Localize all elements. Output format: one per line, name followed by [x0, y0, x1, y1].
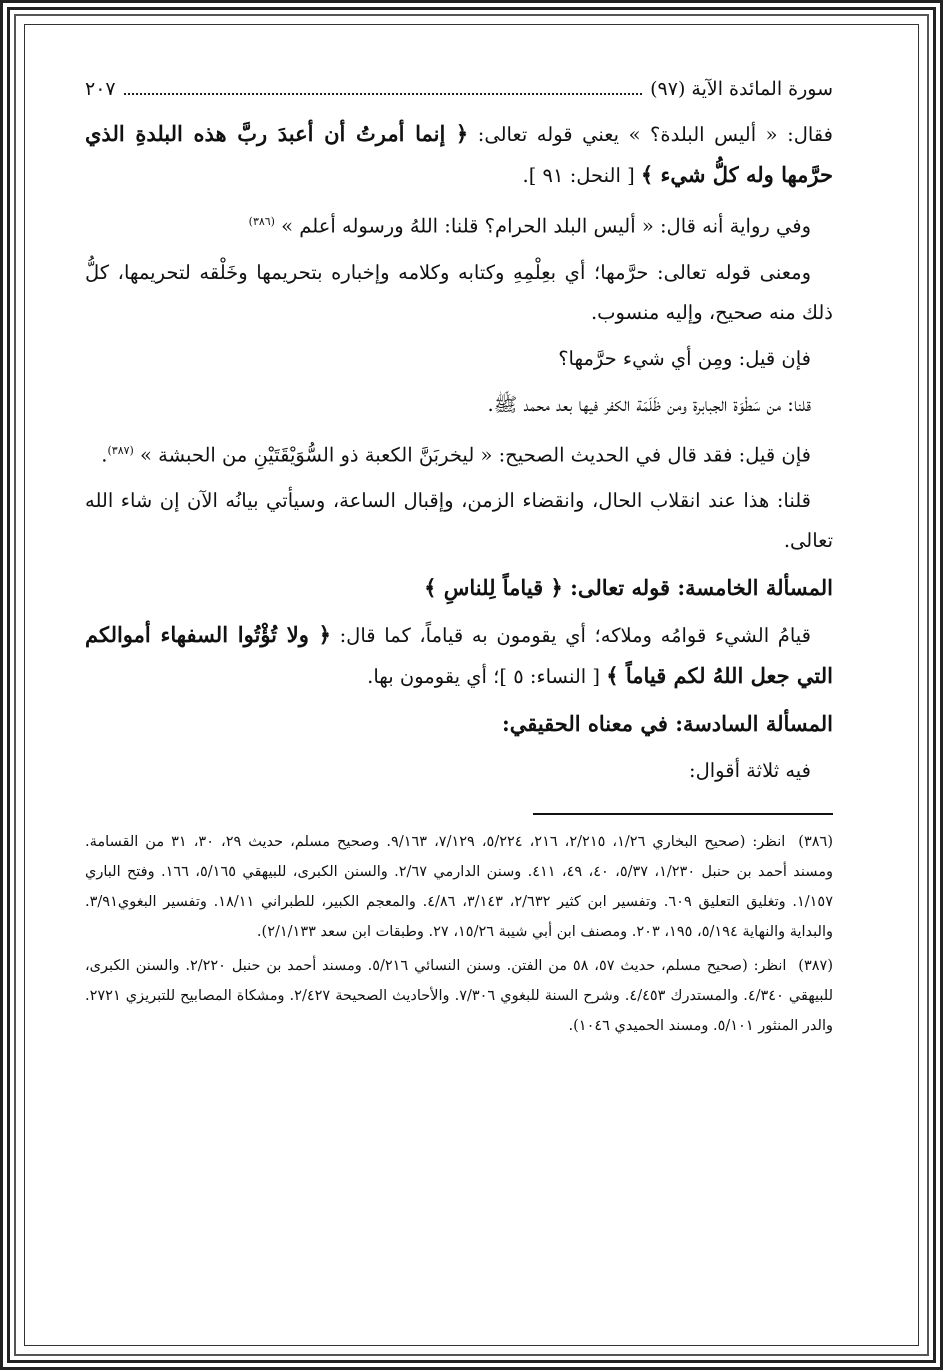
heading-5-verse: ﴿ قياماً لِلناسِ ﴾	[424, 575, 563, 600]
p1-text: فقال: « أليس البلدة؟ » يعني قوله تعالى:	[468, 123, 833, 146]
footnote-separator	[533, 813, 833, 815]
footnote-text: انظر: (صحيح البخاري ١/٢٦، ٢/٢١٥، ٢١٦، ٥/٢٢٤، ٧/١٢٩، ٩/١٦٣. وصحيح مسلم، حديث ٢٩، ٣٠، ٣١ من القسامة. ومسند أحمد بن حنبل ١/٢٣٠، ٥/٣٧، ٤٠، ٤٩، ٤١١. وسنن الدارمي ٢/٦٧. والسنن الكبرى، للبيهقي ٥/١٦٥، ١٦٦. وفتح الباري ١/١٥٧. وتغليق التعليق ٦٠٩. وتفسير ابن كثير ٢/٦٣٢، ٣/١٤٣، ٤/٨٦. والمعجم الكبير، للطبراني ١٨/١١. وتفسير البغوي٣/٩١. والبداية والنهاية ٥/١٩٤، ١٩٥، ٢٠٣. ومصنف ابن أبي شيبة ١٥/٢٦، ٢٧. وطبقات ابن سعد ٢/١/١٣٣).	[85, 834, 833, 940]
heading-5-label: المسألة الخامسة: قوله تعالى:	[562, 575, 833, 600]
p2-text: وفي رواية أنه قال: « أليس البلد الحرام؟ قلنا: اللهُ ورسوله أعلم »	[281, 214, 811, 238]
footnote-number: (٣٨٦)	[798, 834, 833, 850]
footnote-number: (٣٨٧)	[798, 958, 834, 974]
footnote-ref-386[interactable]: (٣٨٦)	[248, 215, 275, 228]
header-title: سورة المائدة الآية (٩٧)	[650, 78, 833, 100]
section-heading-5	[85, 567, 833, 609]
header-leader-dots	[124, 81, 642, 95]
p6-end: .	[101, 443, 108, 466]
footnote-386	[85, 827, 833, 947]
paragraph-9: فيه ثلاثة أقوال:	[689, 759, 811, 782]
paragraph-1	[85, 114, 833, 196]
paragraph-2	[85, 202, 833, 247]
footnote-text: انظر: (صحيح مسلم، حديث ٥٧، ٥٨ من الفتن. وسنن النسائي ٥/٢١٦. ومسند أحمد بن حنبل ٢/٢٢٠. والسنن الكبرى، للبيهقي ٤/٣٤٠. والمستدرك ٤/٤٥٣. وشرح السنة للبغوي ٧/٣٠٦. والأحاديث الصحيحة ٢/٤٢٧. ومشكاة المصابيح للتبريزي ٢٧٢١. والدر المنثور ٥/١٠١. ومسند الحميدي ١٠٤٦).	[85, 958, 833, 1034]
p8-citation: [ النساء: ٥ ]؛ أي يقومون بها.	[367, 665, 607, 688]
section-heading-6: المسألة السادسة: في معناه الحقيقي:	[501, 711, 833, 736]
p6-text: فإن قيل: فقد قال في الحديث الصحيح: « ليخربَنَّ الكعبة ذو السُّوَيْقَتَيْنِ من الحبشة »	[140, 443, 811, 466]
paragraph-8	[85, 615, 833, 697]
footnote-387	[85, 951, 833, 1041]
paragraph-7: قلنا: هذا عند انقلاب الحال، وانقضاء الزمن، وإقبال الساعة، وسيأتي بيانُه الآن إن شاء الله تعالى.	[85, 489, 833, 552]
verse-citation: [ النحل: ٩١ ].	[522, 164, 641, 187]
quran-verse-2: ﴿ ولا تُؤْتُوا السفهاء أموالكم التي جعل اللهُ لكم قياماً ﴾	[85, 622, 833, 688]
quran-verse: ﴿ إنما أمرتُ أن أعبدَ ربَّ هذه البلدةِ الذي حرَّمها وله كلُّ شيء ﴾	[85, 121, 833, 187]
page-number: ٢٠٧	[85, 78, 116, 100]
paragraph-6	[85, 431, 833, 476]
paragraph-3: ومعنى قوله تعالى: حرَّمها؛ أي بعِلْمِهِ وكتابه وكلامه وإخباره بتحريمها وخَلْقه لتحريمها، كلُّ ذلك منه صحيح، وإليه منسوب.	[85, 260, 833, 324]
page-content	[85, 78, 833, 1320]
paragraph-4: فإن قيل: ومِن أي شيء حرَّمها؟	[558, 346, 811, 370]
running-header	[85, 78, 833, 100]
footnote-ref-387[interactable]: (٣٨٧)	[107, 443, 134, 457]
p8-text: قيامُ الشيء قوامُه وملاكه؛ أي يقومون به قياماً، كما قال:	[330, 624, 812, 647]
paragraph-5: قلنا: من سَطْوَة الجبابرة ومن ظَلَمَة الكفر فيها بعد محمد ﷺ.	[487, 392, 811, 416]
